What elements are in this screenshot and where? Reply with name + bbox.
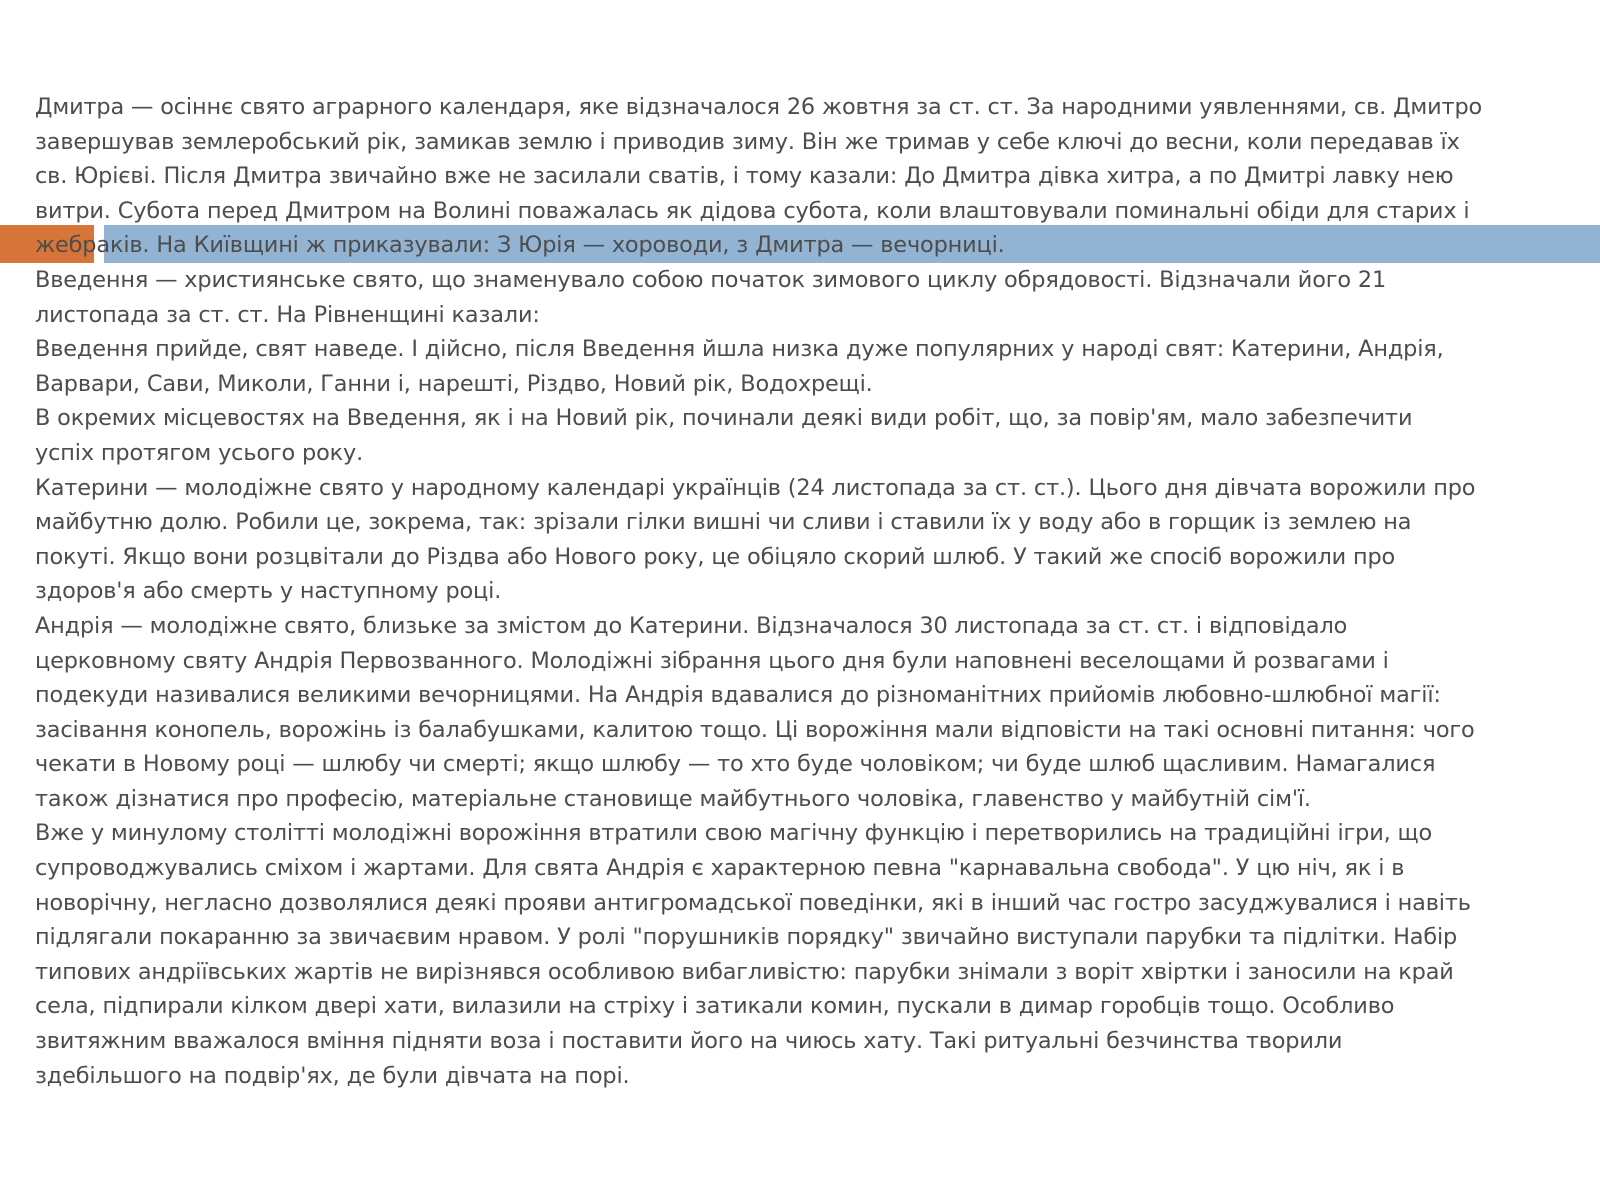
- text-line: листопада за ст. ст. На Рівненщині казали:: [35, 301, 540, 328]
- text-line: витри. Субота перед Дмитром на Волині поважалась як дідова субота, коли влаштовували поминальні обіди для старих і: [35, 197, 1470, 224]
- text-line: села, підпирали кілком двері хати, вилазили на стріху і затикали комин, пускали в димар горобців тощо. Особливо: [35, 993, 1395, 1020]
- text-line: підлягали покаранню за звичаєвим нравом. У ролі "порушників порядку" звичайно виступали парубки та підлітки. Набір: [35, 924, 1458, 951]
- text-line: Катерини — молодіжне свято у народному календарі українців (24 листопада за ст. ст.). Цього дня дівчата ворожили про: [35, 474, 1476, 501]
- text-line: церковному святу Андрія Первозванного. Молодіжні зібрання цього дня були наповнені веселощами й розвагами і: [35, 647, 1389, 674]
- text-line: Введення прийде, свят наведе. І дійсно, після Введення йшла низка дуже популярних у народі свят: Катерини, Андрія,: [35, 336, 1444, 363]
- text-line: майбутню долю. Робили це, зокрема, так: зрізали гілки вишні чи сливи і ставили їх у воду або в горщик із землею на: [35, 509, 1412, 536]
- text-line: Варвари, Сави, Миколи, Ганни і, нарешті, Різдво, Новий рік, Водохрещі.: [35, 370, 873, 397]
- text-line: жебраків. На Київщині ж приказували: З Юрія — хороводи, з Дмитра — вечорниці.: [35, 232, 1005, 259]
- text-line: св. Юрієві. Після Дмитра звичайно вже не засилали сватів, і тому казали: До Дмитра дівка хитра, а по Дмитрі лавку нею: [35, 163, 1454, 190]
- text-line: Вже у минулому столітті молодіжні ворожіння втратили свою магічну функцію і перетворились на традиційні ігри, що: [35, 820, 1433, 847]
- text-line: покуті. Якщо вони розцвітали до Різдва або Нового року, це обіцяло скорий шлюб. У такий же спосіб ворожили про: [35, 543, 1396, 570]
- text-line: Введення — християнське свято, що знаменувало собою початок зимового циклу обрядовості. Відзначали його 21: [35, 266, 1387, 293]
- text-line: чекати в Новому році — шлюбу чи смерті; якщо шлюбу — то хто буде чоловіком; чи буде шлюб щасливим. Намагалися: [35, 751, 1436, 778]
- text-line: завершував землеробський рік, замикав землю і приводив зиму. Він же тримав у себе ключі до весни, коли передавав їх: [35, 128, 1460, 155]
- text-line: Андрія — молодіжне свято, близьке за змістом до Катерини. Відзначалося 30 листопада за ст. ст. і відповідало: [35, 612, 1348, 639]
- text-line: В окремих місцевостях на Введення, як і на Новий рік, починали деякі види робіт, що, за повір'ям, мало забезпечити: [35, 405, 1413, 432]
- text-line: також дізнатися про професію, матеріальне становище майбутнього чоловіка, главенство у майбутній сім'ї.: [35, 785, 1311, 812]
- text-line: новорічну, негласно дозволялися деякі прояви антигромадської поведінки, які в інший час гостро засуджувалися і навіть: [35, 889, 1471, 916]
- text-line: супроводжувались сміхом і жартами. Для свята Андрія є характерною певна "карнавальна свобода". У цю ніч, як і в: [35, 855, 1405, 882]
- text-line: успіх протягом усього року.: [35, 439, 364, 466]
- text-line: здебільшого на подвір'ях, де були дівчата на порі.: [35, 1062, 630, 1089]
- text-body: [35, 90, 1565, 1093]
- text-line: засівання конопель, ворожінь із балабушками, калитою тощо. Ці ворожіння мали відповісти на такі основні питання: чого: [35, 716, 1475, 743]
- text-line: типових андріївських жартів не вирізнявся особливою вибагливістю: парубки знімали з воріт хвіртки і заносили на край: [35, 958, 1454, 985]
- text-line: Дмитра — осіннє свято аграрного календаря, яке відзначалося 26 жовтня за ст. ст. За народними уявленнями, св. Дмитро: [35, 94, 1483, 120]
- text-line: здоров'я або смерть у наступному році.: [35, 578, 502, 605]
- text-line: подекуди називалися великими вечорницями. На Андрія вдавалися до різноманітних прийомів любовно-шлюбної магії:: [35, 682, 1441, 709]
- text-line: звитяжним вважалося вміння підняти воза і поставити його на чиюсь хату. Такі ритуальні безчинства творили: [35, 1028, 1343, 1055]
